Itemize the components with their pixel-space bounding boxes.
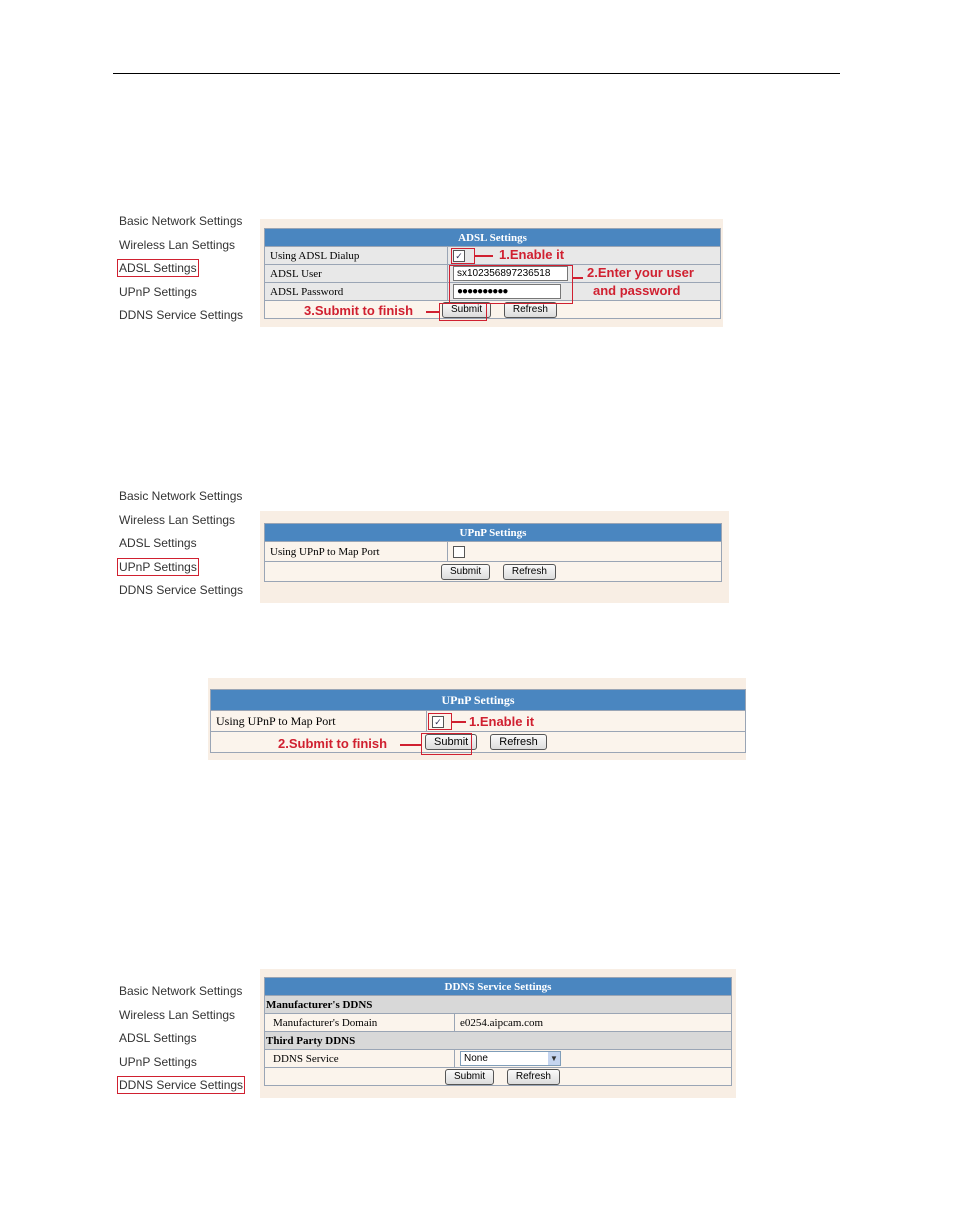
menu-ddns[interactable]: DDNS Service Settings: [119, 308, 244, 322]
adsl-user-label: ADSL User: [265, 265, 448, 283]
adsl-title: ADSL Settings: [265, 229, 721, 247]
adsl-user-input[interactable]: sx102356897236518: [453, 266, 568, 281]
annotation-box-checkbox: [451, 248, 475, 264]
page-rule: [113, 73, 840, 74]
adsl-password-input[interactable]: ●●●●●●●●●●: [453, 284, 561, 299]
adsl-refresh-button[interactable]: Refresh: [504, 302, 557, 318]
annotation-box-submit: [421, 733, 472, 755]
annotation-enter-user: 2.Enter your user: [587, 265, 694, 280]
menu-wireless-lan[interactable]: Wireless Lan Settings: [119, 238, 236, 252]
ddns-domain-label: Manufacturer's Domain: [265, 1014, 455, 1032]
menu-basic-network[interactable]: Basic Network Settings: [119, 489, 243, 503]
annotation-line: [400, 744, 421, 746]
ddns-service-select[interactable]: [460, 1051, 561, 1066]
upnp-submit-button[interactable]: Submit: [441, 564, 490, 580]
menu-upnp[interactable]: UPnP Settings: [119, 1055, 197, 1069]
adsl-submit-button[interactable]: Submit: [442, 302, 491, 318]
menu-upnp[interactable]: UPnP Settings: [119, 560, 197, 574]
menu-adsl[interactable]: ADSL Settings: [119, 261, 197, 275]
ddns-submit-button[interactable]: Submit: [445, 1069, 494, 1085]
ddns-third-party-header: Third Party DDNS: [265, 1032, 732, 1050]
adsl-password-label: ADSL Password: [265, 283, 448, 301]
upnp-enabled-label: Using UPnP to Map Port: [211, 711, 427, 732]
menu-basic-network[interactable]: Basic Network Settings: [119, 214, 243, 228]
menu-adsl[interactable]: ADSL Settings: [119, 1031, 197, 1045]
menu-wireless-lan[interactable]: Wireless Lan Settings: [119, 1008, 236, 1022]
upnp-checkbox[interactable]: [453, 546, 465, 558]
adsl-dialup-checkbox[interactable]: ✓: [453, 250, 465, 262]
upnp-table: [264, 523, 722, 582]
annotation-and-password: and password: [593, 283, 681, 298]
ddns-table: [264, 977, 732, 1086]
annotation-line: [475, 255, 493, 257]
annotation-box-checkbox: [428, 713, 452, 730]
upnp-label: Using UPnP to Map Port: [265, 542, 448, 562]
ddns-manufacturer-header: Manufacturer's DDNS: [265, 996, 732, 1014]
ddns-service-label: DDNS Service: [265, 1050, 455, 1068]
adsl-dialup-label: Using ADSL Dialup: [265, 247, 448, 265]
upnp-enabled-submit-button[interactable]: Submit: [425, 734, 477, 750]
annotation-box-credentials: [449, 265, 573, 304]
ddns-domain-value: e0254.aipcam.com: [455, 1014, 732, 1032]
annotation-submit: 2.Submit to finish: [278, 736, 388, 751]
upnp-enabled-title: UPnP Settings: [211, 690, 746, 711]
menu-ddns[interactable]: DDNS Service Settings: [119, 1078, 244, 1092]
ddns-service-value: None: [464, 1053, 488, 1064]
annotation-enable: 1.Enable it: [469, 714, 535, 729]
upnp-enabled-refresh-button[interactable]: Refresh: [490, 734, 547, 750]
menu-ddns[interactable]: DDNS Service Settings: [119, 583, 244, 597]
annotation-box-submit: [439, 303, 487, 321]
chevron-down-icon: ▼: [548, 1052, 560, 1065]
menu-basic-network[interactable]: Basic Network Settings: [119, 984, 243, 998]
ddns-title: DDNS Service Settings: [265, 978, 732, 996]
menu-upnp[interactable]: UPnP Settings: [119, 285, 197, 299]
annotation-enable: 1.Enable it: [499, 247, 565, 262]
upnp-refresh-button[interactable]: Refresh: [503, 564, 556, 580]
annotation-line: [573, 277, 583, 279]
upnp-enabled-checkbox[interactable]: ✓: [432, 716, 444, 728]
annotation-line: [426, 311, 439, 313]
annotation-submit: 3.Submit to finish: [304, 303, 414, 318]
ddns-refresh-button[interactable]: Refresh: [507, 1069, 560, 1085]
menu-wireless-lan[interactable]: Wireless Lan Settings: [119, 513, 236, 527]
annotation-line: [452, 721, 466, 723]
menu-adsl[interactable]: ADSL Settings: [119, 536, 197, 550]
upnp-title: UPnP Settings: [265, 524, 722, 542]
